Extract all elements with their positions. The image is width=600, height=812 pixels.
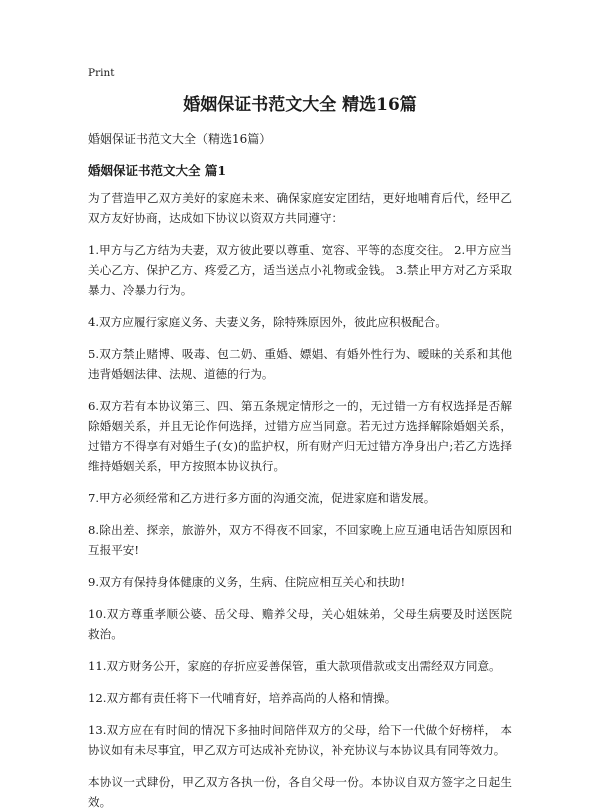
paragraph-clause-9: 9.双方有保持身体健康的义务，生病、住院应相互关心和扶助! — [88, 575, 406, 589]
paragraph-closing: 本协议一式肆份，甲乙双方各执一份，各自父母一份。本协议自双方签字之日起生效。 — [88, 775, 512, 809]
print-label: Print — [88, 67, 115, 79]
paragraph-clause-4: 4.双方应履行家庭义务、夫妻义务，除特殊原因外，彼此应积极配合。 — [88, 315, 447, 329]
paragraph-clause-11: 11.双方财务公开，家庭的存折应妥善保管，重大款项借款或支出需经双方同意。 — [88, 659, 501, 673]
paragraph-intro: 为了营造甲乙双方美好的家庭未来、确保家庭安定团结，更好地哺育后代，经甲乙双方友好协商，达成如下协议以资双方共同遵守： — [88, 191, 512, 225]
paragraph-clause-8: 8.除出差、探亲，旅游外，双方不得夜不回家，不回家晚上应互通电话告知原因和互报平安! — [88, 523, 512, 557]
paragraph-clause-5: 5.双方禁止赌博、吸毒、包二奶、重婚、嫖娼、有婚外性行为、暧昧的关系和其他违背婚姻法律、法规、道德的行为。 — [88, 347, 512, 381]
document-subtitle: 婚姻保证书范文大全（精选16篇） — [88, 132, 272, 146]
document-body — [88, 188, 512, 812]
paragraph-clause-12: 12.双方都有责任将下一代哺育好，培养高尚的人格和情操。 — [88, 691, 397, 705]
paragraph-clause-13: 13.双方应在有时间的情况下多抽时间陪伴双方的父母，给下一代做个好榜样， 本协议如有未尽事宜，甲乙双方可达成补充协议，补充协议与本协议具有同等效力。 — [88, 723, 512, 757]
page-title: 婚姻保证书范文大全 精选16篇 — [183, 95, 417, 115]
paragraph-clause-7: 7.甲方必须经常和乙方进行多方面的沟通交流，促进家庭和谐发展。 — [88, 491, 436, 505]
paragraph-clause-6: 6.双方若有本协议第三、四、第五条规定情形之一的，无过错一方有权选择是否解除婚姻关系，并且无论作何选择，过错方应当同意。若无过方选择解除婚姻关系，过错方不得享有对婚生子(女)的监护权，所有财产归无过错方净身出户;若乙方选择维持婚姻关系，甲方按照本协议执行。 — [88, 399, 512, 473]
paragraph-clauses-1-3: 1.甲方与乙方结为夫妻，双方彼此要以尊重、宽容、平等的态度交往。 2.甲方应当关心乙方、保护乙方、疼爱乙方，适当送点小礼物或金钱。 3.禁止甲方对乙方采取暴力、冷暴力行为。 — [88, 243, 512, 297]
paragraph-clause-10: 10.双方尊重孝顺公婆、岳父母、赡养父母，关心姐妹弟，父母生病要及时送医院救治。 — [88, 607, 512, 641]
section-heading: 婚姻保证书范文大全 篇1 — [88, 163, 227, 178]
